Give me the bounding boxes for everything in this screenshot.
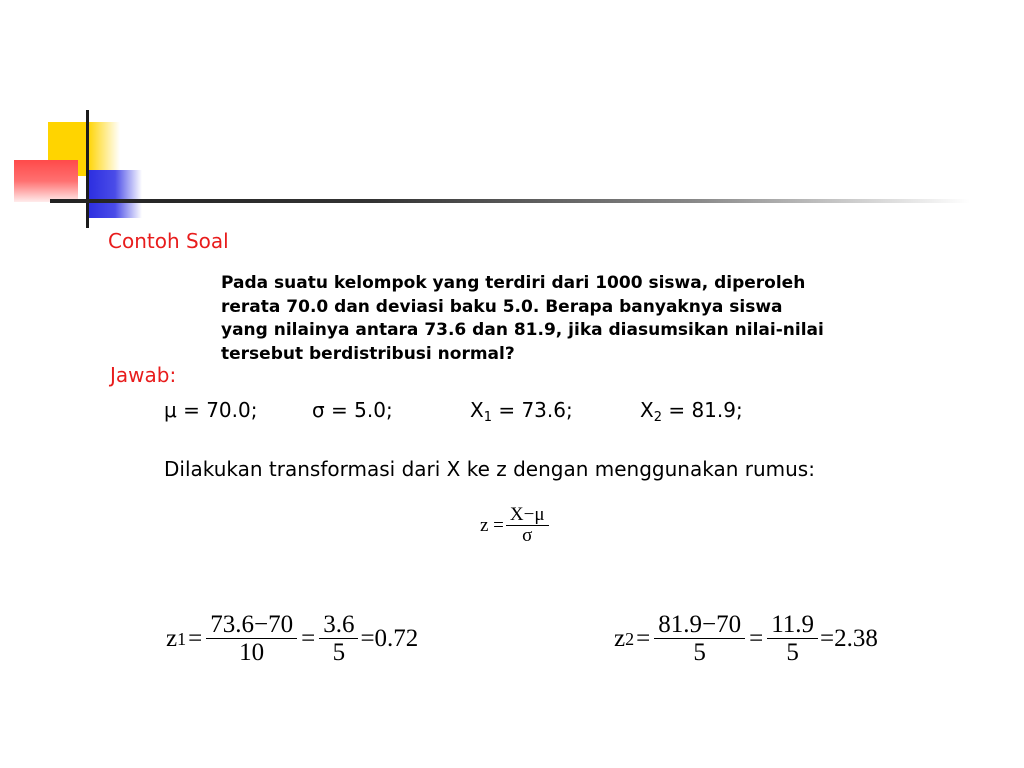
z1-fraction-2 (321, 612, 356, 667)
known-x1 (470, 398, 573, 425)
equals-sign: = (749, 625, 764, 653)
formula-fraction (508, 505, 547, 547)
known-sigma: σ = 5.0; (312, 398, 393, 422)
z2-fraction-2 (769, 612, 816, 667)
x2-value: = 81.9; (661, 398, 743, 422)
z2-fraction-1 (656, 612, 743, 667)
question-line: rerata 70.0 dan deviasi baku 5.0. Berapa banyaknya siswa (221, 296, 783, 317)
question-line: tersebut berdistribusi normal? (221, 343, 515, 364)
fraction-denominator: 5 (654, 638, 745, 667)
fraction-numerator: 81.9−70 (658, 611, 742, 638)
z1-fraction-1 (208, 612, 295, 667)
question-line: Pada suatu kelompok yang terdiri dari 1000 siswa, diperoleh (221, 273, 806, 293)
x2-subscript: 2 (653, 410, 662, 425)
z2-subscript: 2 (625, 628, 635, 649)
fraction-denominator: 10 (206, 638, 297, 667)
z2-result: =2.38 (820, 625, 878, 653)
decorative-blue-square (88, 170, 142, 218)
answer-heading: Jawab: (110, 363, 177, 387)
fraction-denominator: 5 (767, 638, 818, 667)
fraction-denominator: σ (506, 525, 549, 547)
equals-sign: = (301, 625, 316, 653)
question-text (221, 272, 951, 366)
title-divider-line (50, 199, 970, 203)
fraction-numerator: 11.9 (771, 611, 815, 638)
formula-z2 (614, 612, 878, 667)
transform-instruction: Dilakukan transformasi dari X ke z dengan menggunakan rumus: (164, 457, 815, 481)
formula-z1 (166, 612, 418, 667)
z1-subscript: 1 (177, 628, 187, 649)
formula-z-general (480, 505, 551, 547)
equals-sign: = (188, 625, 203, 653)
fraction-denominator: 5 (319, 638, 358, 667)
x1-variable: X (470, 398, 484, 422)
known-x2 (640, 398, 743, 425)
fraction-numerator: 73.6−70 (210, 611, 294, 638)
z2-variable: z (614, 625, 626, 653)
x1-value: = 73.6; (491, 398, 573, 422)
fraction-numerator: 3.6 (323, 611, 355, 638)
known-mean: μ = 70.0; (164, 398, 258, 422)
x2-variable: X (640, 398, 654, 422)
fraction-numerator: X−μ (509, 504, 545, 525)
decorative-red-square (14, 160, 78, 202)
question-line: yang nilainya antara 73.6 dan 81.9, jika diasumsikan nilai-nilai (221, 320, 824, 340)
equals-sign: = (636, 625, 651, 653)
formula-lhs: z = (480, 514, 504, 536)
z1-variable: z (166, 625, 178, 653)
z1-result: =0.72 (360, 625, 419, 653)
example-heading: Contoh Soal (108, 229, 229, 253)
x1-subscript: 1 (483, 410, 492, 425)
decorative-vertical-line (86, 110, 89, 228)
